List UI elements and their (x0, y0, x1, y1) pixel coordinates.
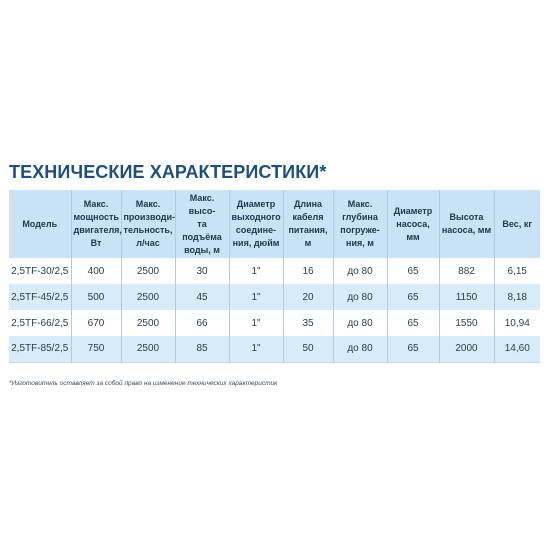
table-cell: 14,60 (494, 336, 540, 362)
header-row (9, 190, 540, 258)
table-cell: 1" (229, 284, 283, 310)
table-cell: 1" (229, 258, 283, 284)
table-cell: 6,15 (494, 258, 540, 284)
table-cell: до 80 (333, 336, 387, 362)
table-cell: 2500 (121, 310, 175, 336)
column-header-immersion-depth: Макс. глубина погруже- ния, м (333, 190, 387, 258)
table-row (9, 284, 540, 310)
table-cell: 45 (175, 284, 229, 310)
table-cell: 2,5TF-66/2,5 (9, 310, 71, 336)
table-cell: 670 (71, 310, 121, 336)
table-cell: 882 (439, 258, 494, 284)
table-cell: 400 (71, 258, 121, 284)
column-header-cable-length: Длина кабеля питания, м (283, 190, 333, 258)
table-cell: 20 (283, 284, 333, 310)
column-header-power: Макс. мощность двигателя, Вт (71, 190, 121, 258)
footnote: *Изготовитель оставляет за собой право на изменение технических характеристик (9, 380, 278, 387)
table-cell: 66 (175, 310, 229, 336)
column-header-lift-height: Макс. высо- та подъёма воды, м (175, 190, 229, 258)
table-cell: 2,5TF-30/2,5 (9, 258, 71, 284)
table-cell: 2000 (439, 336, 494, 362)
column-header-pump-diameter: Диаметр насоса, мм (387, 190, 439, 258)
table-cell: 8,18 (494, 284, 540, 310)
table-cell: 65 (387, 310, 439, 336)
table-cell: 1" (229, 310, 283, 336)
table-cell: 1150 (439, 284, 494, 310)
table-cell: 65 (387, 336, 439, 362)
table-cell: 2500 (121, 284, 175, 310)
page-title: ТЕХНИЧЕСКИЕ ХАРАКТЕРИСТИКИ* (9, 162, 327, 182)
table-cell: до 80 (333, 258, 387, 284)
table-cell: 1550 (439, 310, 494, 336)
table-cell: 16 (283, 258, 333, 284)
column-header-capacity: Макс. производи- тельность, л/час (121, 190, 175, 258)
column-header-pump-height: Высота насоса, мм (439, 190, 494, 258)
table-cell: 10,94 (494, 310, 540, 336)
table-cell: 2,5TF-45/2,5 (9, 284, 71, 310)
column-header-model: Модель (9, 190, 71, 258)
table-cell: 2500 (121, 258, 175, 284)
table-cell: 35 (283, 310, 333, 336)
table-cell: 500 (71, 284, 121, 310)
column-header-weight: Вес, кг (494, 190, 540, 258)
table-cell: 1" (229, 336, 283, 362)
table-cell: до 80 (333, 310, 387, 336)
spec-table (9, 190, 540, 363)
table-cell: 750 (71, 336, 121, 362)
table-cell: до 80 (333, 284, 387, 310)
table-cell: 2,5TF-85/2,5 (9, 336, 71, 362)
table-cell: 65 (387, 258, 439, 284)
table-cell: 50 (283, 336, 333, 362)
table-cell: 85 (175, 336, 229, 362)
table-row (9, 336, 540, 362)
table-cell: 30 (175, 258, 229, 284)
column-header-outlet-diameter: Диаметр выходного соедине- ния, дюйм (229, 190, 283, 258)
table-row (9, 258, 540, 284)
table-cell: 2500 (121, 336, 175, 362)
table-cell: 65 (387, 284, 439, 310)
table-row (9, 310, 540, 336)
